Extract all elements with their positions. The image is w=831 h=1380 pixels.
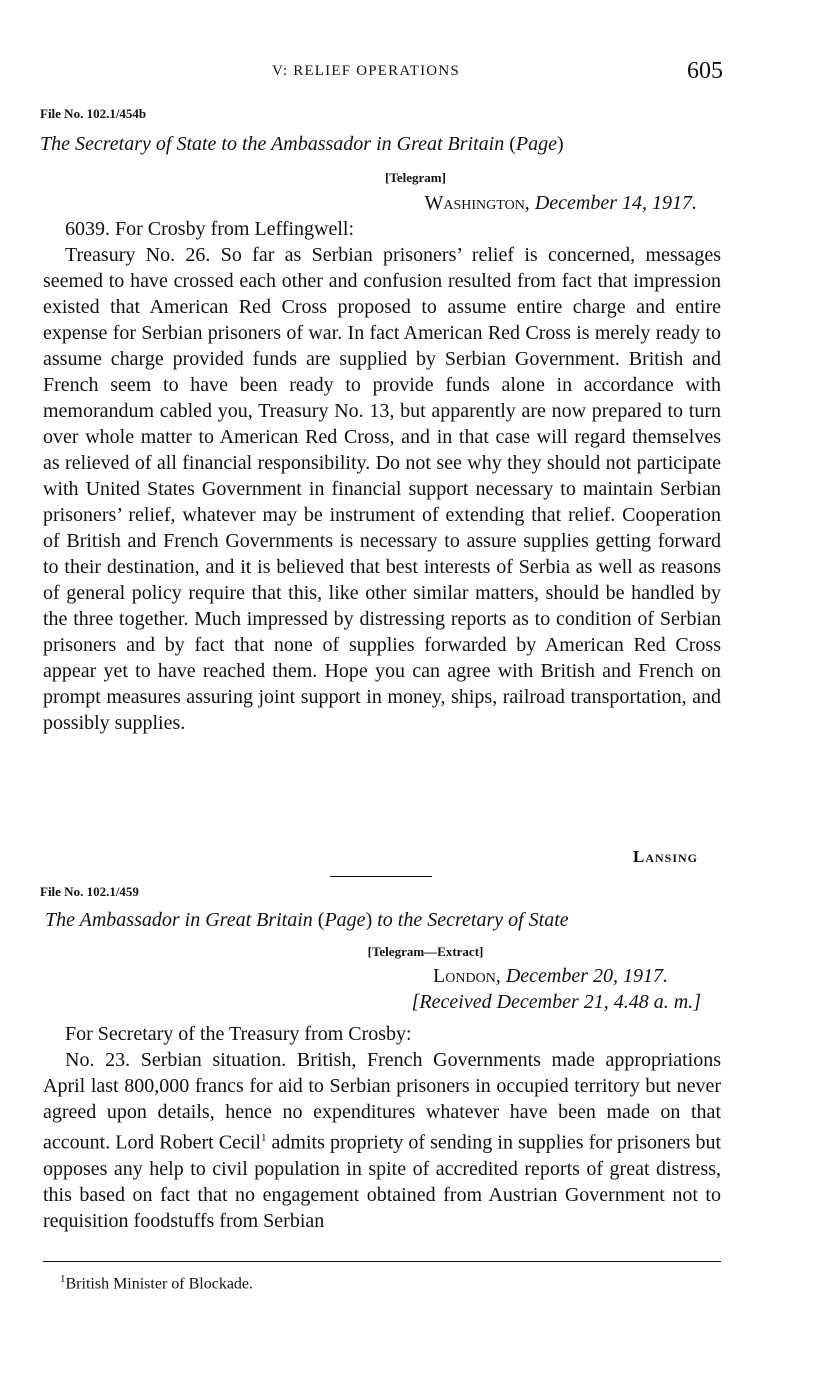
message-opening: For Secretary of the Treasury from Crosby:: [65, 1023, 412, 1045]
footnote-text: British Minister of Blockade.: [65, 1275, 254, 1293]
title-text: The Secretary of State to the Ambassador in Great Britain: [40, 133, 505, 155]
title-name: Page: [515, 133, 557, 155]
section-divider: [330, 876, 432, 877]
file-number: File No. 102.1/454b: [40, 106, 147, 121]
footnote: [60, 1273, 253, 1293]
dateline-place: London,: [433, 965, 501, 987]
telegram-note: [Telegram]: [385, 170, 446, 185]
telegram-note: [Telegram—Extract]: [367, 944, 484, 959]
footnote-rule: [43, 1261, 721, 1262]
dateline-date: December 14, 1917.: [534, 192, 697, 214]
signature: Lansing: [632, 847, 698, 866]
title-text: The Ambassador in Great Britain: [45, 909, 313, 931]
title-text-end: to the Secretary of State: [377, 909, 569, 931]
page-number: 605: [687, 58, 723, 84]
dateline: [425, 192, 697, 215]
body-text-continued: admits propriety of sending in supplies for prisoners but opposes any help to civil population in spite of accredited reports of great distress, this based on fact that no engagement obtained from Austrian Government not to requisition foodstuffs from Serbian: [43, 1131, 722, 1232]
message-opening: 6039. For Crosby from Leffingwell:: [65, 218, 355, 240]
message-body: Treasury No. 26. So far as Serbian prisoners’ relief is concerned, messages seemed to have crossed each other and confusion resulted from fact that impression existed that American Red Cross proposed to assume entire charge and entire expense for Serbian prisoners of war. In fact American Red Cross is merely ready to assume charge provided funds are supplied by Serbian Government. British and French seem to have been ready to provide funds alone in accordance with memorandum cabled you, Treasury No. 13, but apparently are now prepared to turn over whole matter to American Red Cross, and in that case will regard themselves as relieved of all financial responsibility. Do not see why they should not participate with United States Government in financial support necessary to maintain Serbian prisoners’ relief, whatever may be instrument of extending that relief. Cooperation of British and French Governments is necessary to assure supplies getting forward to their destination, and it is believed that best interests of Serbia as well as reasons of general policy require that this, like other similar matters, should be handled by the three together. Much impressed by distressing reports as to condition of Serbian prisoners and by fact that none of supplies forwarded by American Red Cross appear yet to have reached them. Hope you can agree with British and French on prompt measures assuring joint support in money, ships, railroad transportation, and possibly supplies.: [43, 244, 721, 734]
message-body: [43, 1047, 721, 1234]
title-name: Page: [324, 909, 366, 931]
file-number: File No. 102.1/459: [40, 884, 139, 899]
dateline: [433, 965, 668, 988]
footnote-reference: 1: [260, 1132, 267, 1144]
received-line: [Received December 21, 4.48 a. m.]: [411, 991, 701, 1013]
running-title: V: RELIEF OPERATIONS: [272, 63, 460, 79]
document-title: The Secretary of State to the Ambassador in Great Britain (Page): [40, 133, 564, 155]
footnote-marker: 1: [60, 1273, 66, 1285]
document-title: The Ambassador in Great Britain (Page) to the Secretary of State: [45, 909, 569, 931]
body-text: No. 23. Serbian situation. British, French Governments made appropriations April last 800,000 francs for aid to Serbian prisoners in occupied territory but never agreed upon details, hence no expenditures whatever have been made on that account. Lord Robert Cecil: [43, 1049, 721, 1154]
dateline-place: Washington,: [424, 192, 530, 214]
dateline-date: December 20, 1917.: [505, 965, 668, 987]
